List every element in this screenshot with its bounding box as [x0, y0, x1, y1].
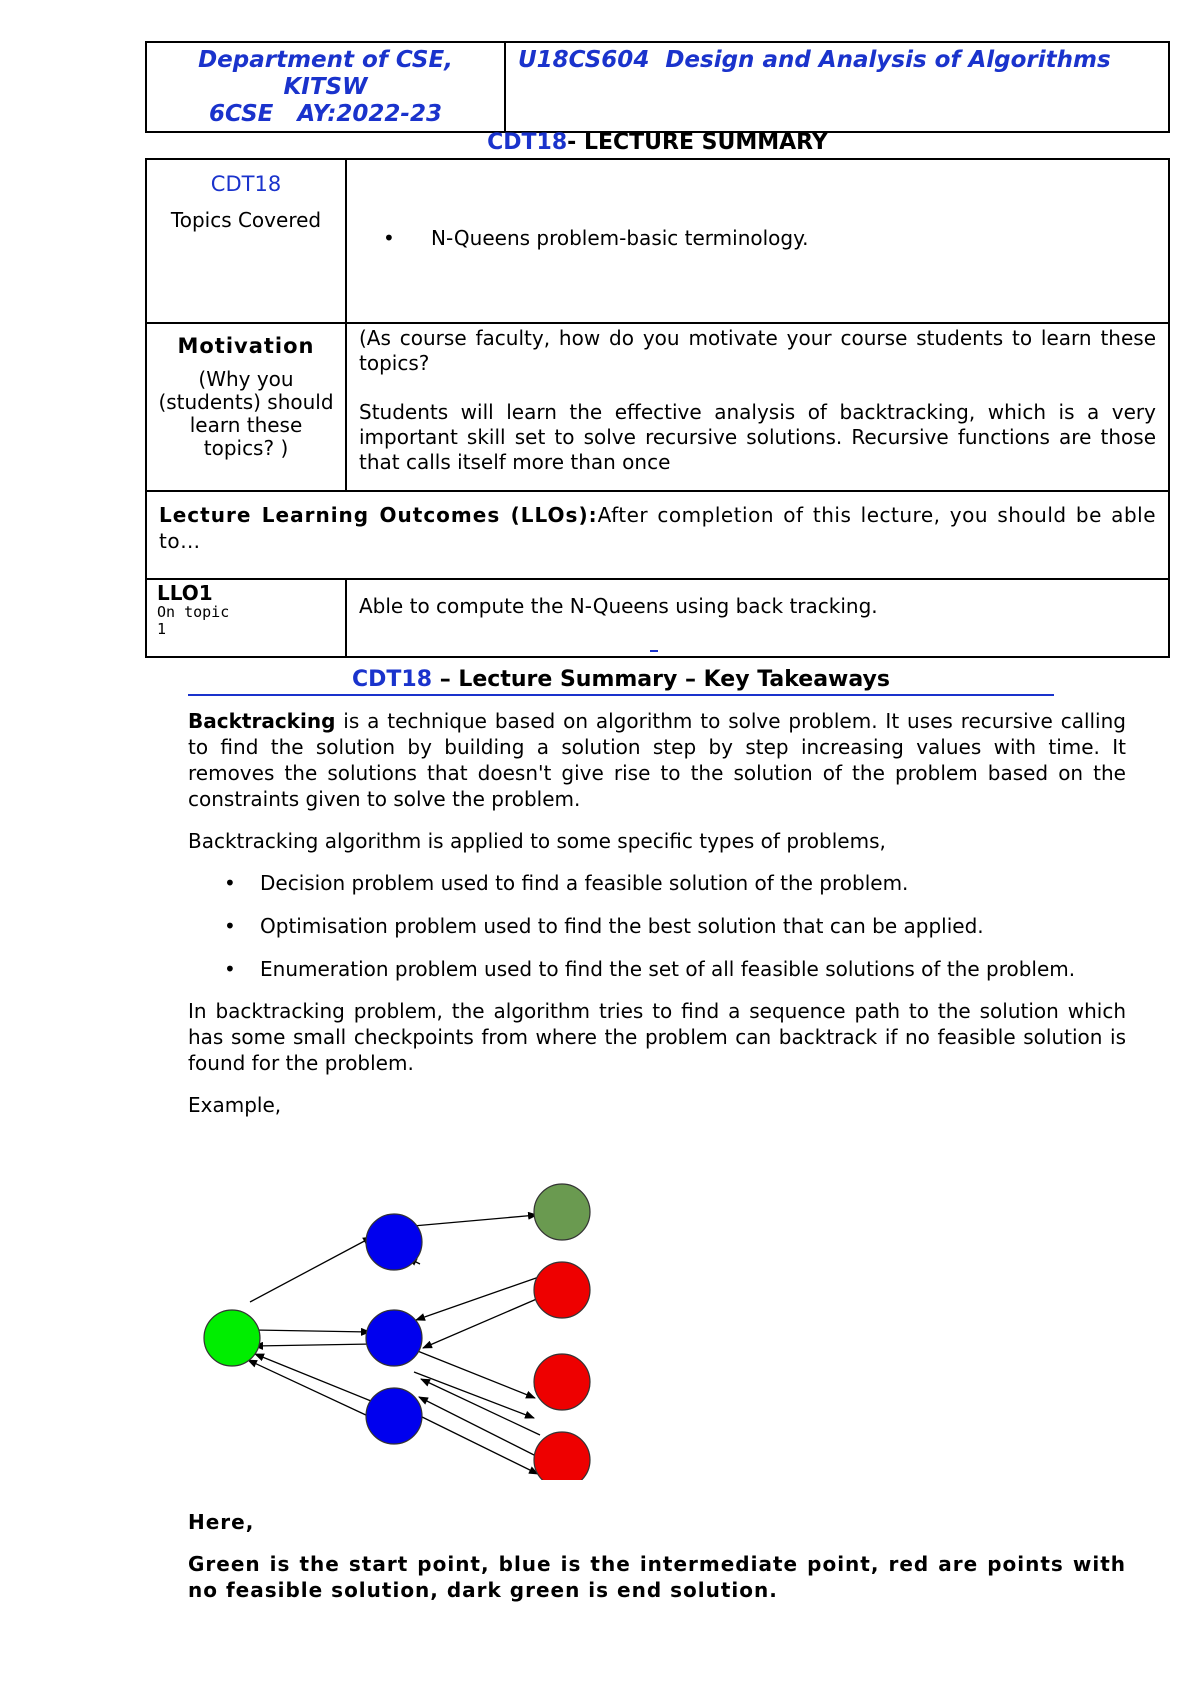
edge: [423, 1298, 539, 1348]
lecture-table: [145, 158, 1170, 658]
legend-text: Green is the start point, blue is the intermediate point, red are points with no feasible solution, dark green is end solution.: [188, 1552, 1126, 1602]
edge: [414, 1372, 534, 1418]
motivation-label: Motivation: [177, 334, 315, 358]
topic-item: • N-Queens problem-basic terminology.: [347, 226, 1168, 250]
llo1-subtext: On topic 1: [157, 603, 230, 638]
intermediate-node: [366, 1388, 422, 1444]
llo-title: Lecture Learning Outcomes (LLOs):: [159, 503, 598, 527]
edge: [250, 1237, 372, 1302]
list-item: • Enumeration problem used to find the set of all feasible solutions of the problem.: [188, 956, 1126, 982]
topics-label-cell: [146, 159, 346, 323]
edge: [415, 1350, 535, 1398]
department-cell: [146, 42, 505, 132]
llo-title-cell: [146, 491, 1169, 579]
intermediate-node: [366, 1214, 422, 1270]
summary-code: CDT18: [487, 130, 568, 155]
topics-content-cell: [346, 159, 1169, 323]
motivation-question: (As course faculty, how do you motivate your course students to learn these topics?: [359, 326, 1156, 375]
end-node: [534, 1184, 590, 1240]
example-label: Example,: [188, 1093, 282, 1117]
llo1-id-cell: [146, 579, 346, 657]
motivation-content-cell: [346, 323, 1169, 491]
header-table: [145, 41, 1170, 133]
edge: [252, 1330, 370, 1332]
backtracking-explanation: In backtracking problem, the algorithm tries to find a sequence path to the solution which has some small checkpoints from where the problem can backtrack if no feasible solution is found for the problem.: [188, 999, 1126, 1075]
list-item: • Optimisation problem used to find the best solution that can be applied.: [188, 913, 1126, 939]
takeaways-body: [188, 708, 1126, 1118]
motivation-label-cell: [146, 323, 346, 491]
problem-types-list: [188, 870, 1126, 982]
backtracking-definition: Backtracking is a technique based on algorithm to solve problem. It uses recursive calling to find the solution by building a solution step by step increasing values with time. It removes the solutions that doesn't give rise to the solution of the problem based on the constraints given to solve the problem.: [188, 709, 1126, 811]
no-solution-node: [534, 1354, 590, 1410]
intermediate-node: [366, 1310, 422, 1366]
divider-mark: [650, 650, 658, 652]
edge: [416, 1277, 539, 1320]
institute-name: KITSW: [283, 74, 368, 100]
edge: [255, 1354, 371, 1401]
summary-title: - LECTURE SUMMARY: [567, 130, 828, 155]
no-solution-node: [534, 1432, 590, 1480]
motivation-subtext: (Why you (students) should learn these topics? ): [158, 367, 334, 460]
takeaways-heading: [188, 666, 1054, 696]
motivation-answer: Students will learn the effective analysis of backtracking, which is a very important skill set to solve recursive solutions. Recursive functions are those that calls itself more than once: [359, 400, 1156, 474]
edge: [248, 1360, 368, 1416]
academic-year: 6CSE AY:2022-23: [209, 101, 442, 127]
lecture-summary-heading: [145, 130, 1170, 155]
llo1-id: LLO1: [157, 581, 213, 605]
edge: [416, 1414, 538, 1474]
diagram-legend: [188, 1509, 1126, 1603]
llo1-text: Able to compute the N-Queens using back tracking.: [346, 579, 1169, 657]
topics-covered-label: Topics Covered: [170, 208, 322, 232]
here-label: Here,: [188, 1510, 255, 1534]
topics-code: CDT18: [210, 172, 282, 196]
department-name: Department of CSE,: [198, 47, 453, 73]
course-title: U18CS604 Design and Analysis of Algorithms: [505, 42, 1169, 132]
start-node: [204, 1310, 260, 1366]
no-solution-node: [534, 1262, 590, 1318]
edge: [254, 1344, 373, 1346]
backtracking-diagram: [190, 1170, 630, 1480]
applications-intro: Backtracking algorithm is applied to some specific types of problems,: [188, 829, 886, 853]
list-item: • Decision problem used to find a feasible solution of the problem.: [188, 870, 1126, 896]
takeaways-code: CDT18: [352, 667, 433, 692]
backtracking-term: Backtracking: [188, 709, 336, 733]
takeaways-title: – Lecture Summary – Key Takeaways: [432, 667, 890, 692]
llo-title-rest: After completion of this lecture, you should be able to…: [159, 503, 1156, 553]
edge: [413, 1215, 537, 1226]
